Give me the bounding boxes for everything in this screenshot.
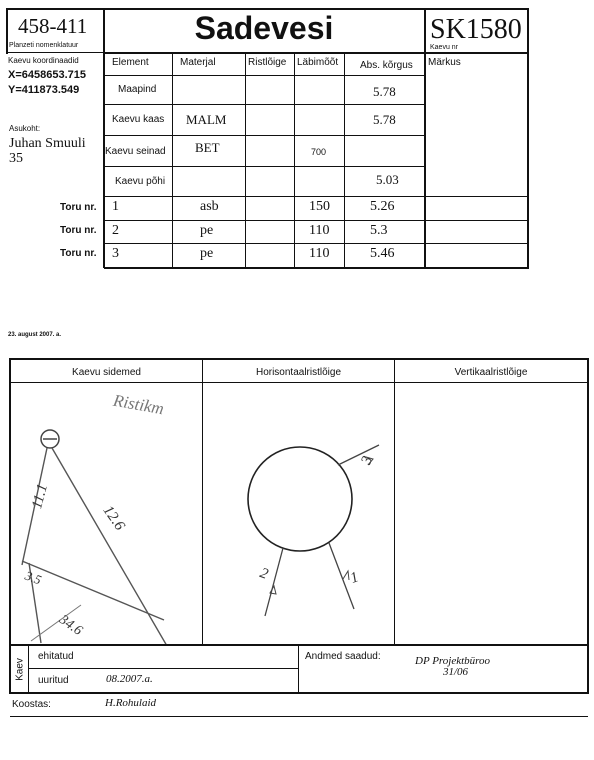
hw-pipe-1: 1	[348, 569, 361, 587]
pipe-korgus: 5.26	[370, 199, 395, 214]
coords-label: Kaevu koordinaadid	[8, 56, 79, 65]
pipe-labimoot: 110	[309, 246, 330, 261]
pipe-2-line	[265, 548, 283, 616]
pipe-korgus: 5.3	[370, 223, 388, 238]
row-element: Kaevu põhi	[115, 176, 166, 187]
uuritud-label: uuritud	[38, 675, 69, 686]
col-header-materjal: Materjal	[180, 57, 216, 68]
plan-caption: Planzeti nomenklatuur	[9, 42, 79, 49]
hw-ristikm: Ristikm	[111, 390, 166, 419]
andmed-value-1: DP Projektbüroo	[415, 655, 491, 667]
page-title: Sadevesi	[194, 10, 334, 46]
hw-dist-3: 3.5	[23, 567, 44, 588]
pipe-materjal: pe	[200, 223, 214, 238]
row-materjal: BET	[195, 140, 220, 155]
hw-dist-4: 34.6	[56, 612, 85, 639]
hw-pipe-3: 3	[358, 454, 377, 467]
andmed-value-2: 31/06	[443, 666, 469, 678]
col-header-markus: Märkus	[428, 57, 461, 68]
pipe-nr: 2	[112, 223, 119, 238]
row-labimoot: 700	[311, 147, 327, 157]
pipe-label: Toru nr.	[60, 225, 97, 236]
date-note: 23. august 2007. a.	[8, 332, 62, 338]
hw-dist-2: 12.6	[99, 502, 128, 534]
col-header-element: Element	[112, 57, 149, 68]
address-label: Asukoht:	[9, 124, 41, 133]
pipe-materjal: pe	[200, 246, 214, 261]
well-circle	[248, 447, 352, 551]
col-kaevu-sidemed: Kaevu sidemed	[72, 367, 141, 378]
well-id: SK1580	[430, 14, 522, 45]
pipe-labimoot: 110	[309, 223, 330, 238]
row-korgus: 5.78	[373, 84, 396, 99]
pipe-labimoot: 150	[309, 199, 330, 214]
col-header-labimoot: Läbimõõt	[297, 57, 339, 68]
col-header-ristloige: Ristlõige	[248, 57, 287, 68]
pipe-nr: 1	[112, 199, 119, 214]
pipe-label: Toru nr.	[60, 202, 97, 213]
row-element: Maapind	[118, 84, 157, 95]
pipe-materjal: asb	[200, 199, 219, 214]
arrow-icon	[270, 586, 276, 594]
horizontal-section-sketch	[203, 383, 394, 644]
row-korgus: 5.03	[376, 172, 399, 187]
row-element: Kaevu seinad	[105, 146, 166, 157]
koostas-label: Koostas:	[12, 699, 51, 710]
hw-pipe-2: 2	[257, 565, 271, 583]
pipe-nr: 3	[112, 246, 119, 261]
pipe-label: Toru nr.	[60, 248, 97, 259]
pipe-korgus: 5.46	[370, 246, 395, 261]
col-vertikaal: Vertikaalristlõige	[454, 367, 528, 378]
hw-dist-1: 11.1	[29, 482, 52, 511]
coord-y: Y=411873.549	[8, 84, 80, 96]
kaev-label: Kaev	[14, 658, 26, 681]
koostas-value: H.Rohulaid	[105, 697, 157, 709]
sketch-line	[22, 561, 164, 620]
row-element: Kaevu kaas	[112, 114, 165, 125]
well-caption: Kaevu nr	[430, 44, 459, 51]
coord-x: X=6458653.715	[8, 69, 86, 81]
plan-number: 458-411	[18, 14, 88, 38]
address-line1: Juhan Smuuli	[9, 136, 86, 151]
andmed-label: Andmed saadud:	[305, 651, 381, 662]
ehitatud-label: ehitatud	[38, 651, 74, 662]
col-horisontaal: Horisontaalristlõige	[255, 367, 342, 378]
uuritud-value: 08.2007.a.	[106, 673, 153, 685]
col-header-korgus: Abs. kõrgus	[360, 60, 413, 71]
row-materjal: MALM	[186, 112, 227, 127]
row-korgus: 5.78	[373, 112, 396, 127]
address-line2: 35	[9, 151, 23, 166]
